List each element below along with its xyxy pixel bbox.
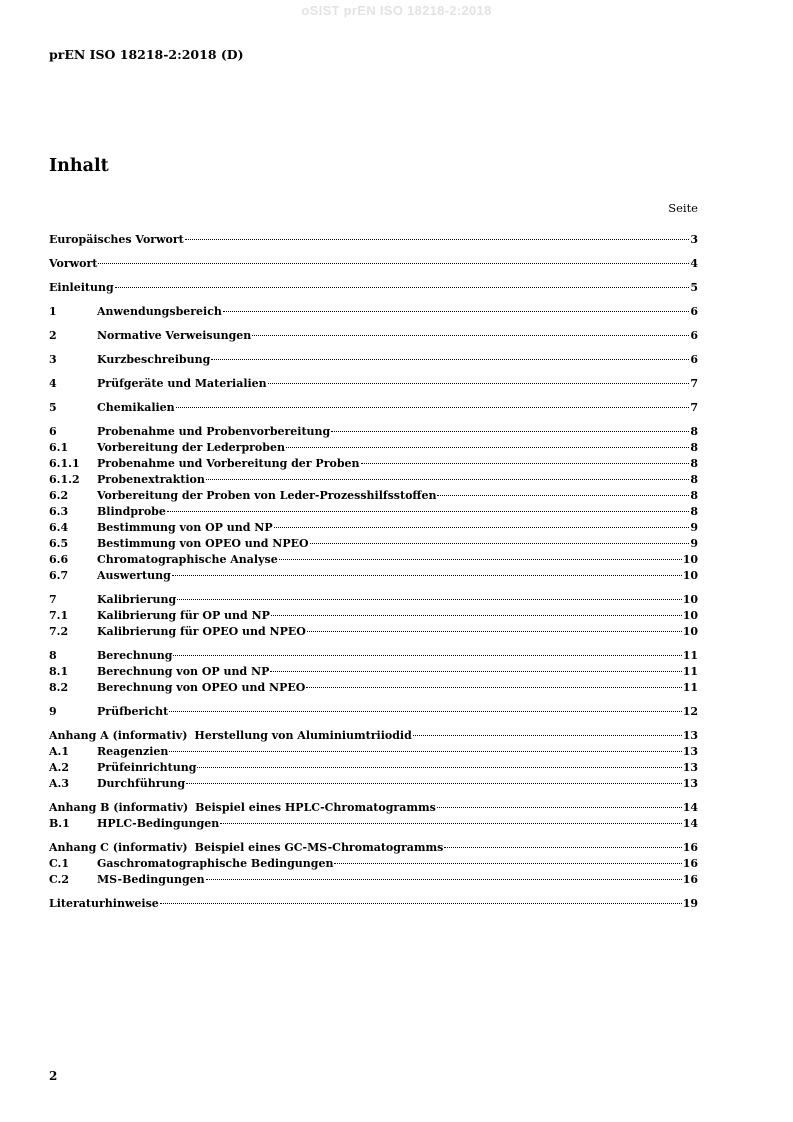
toc-entry[interactable]	[49, 552, 698, 568]
toc-entry-page: 5	[690, 281, 698, 294]
toc-entry-title: Prüfgeräte und Materialien	[97, 377, 267, 390]
toc-entry-number: C.1	[49, 857, 70, 870]
annex-label: Anhang C (informativ)	[49, 841, 188, 854]
annex-label: Anhang B (informativ)	[49, 801, 189, 814]
toc-entry-title: Chromatographische Analyse	[97, 553, 278, 566]
toc-entry-page: 16	[682, 841, 698, 854]
toc-entry[interactable]	[49, 256, 698, 272]
dot-leader	[176, 407, 690, 408]
toc-entry[interactable]	[49, 440, 698, 456]
dot-leader	[252, 335, 689, 336]
toc-entry[interactable]	[49, 232, 698, 248]
toc-entry-page: 10	[682, 609, 698, 622]
toc-entry-number: 6.1.2	[49, 473, 80, 486]
toc-entry-number: 8.1	[49, 665, 69, 678]
toc-entry-page: 13	[682, 777, 698, 790]
dot-leader	[413, 735, 682, 736]
toc-entry[interactable]	[49, 304, 698, 320]
toc-entry[interactable]	[49, 664, 698, 680]
toc-entry-number: 6.6	[49, 553, 69, 566]
dot-leader	[271, 615, 682, 616]
toc-entry-page: 13	[682, 745, 698, 758]
toc-entry[interactable]	[49, 424, 698, 440]
toc-entry-page: 11	[682, 665, 698, 678]
toc-entry[interactable]	[49, 456, 698, 472]
toc-entry[interactable]	[49, 400, 698, 416]
toc-entry-page: 10	[682, 569, 698, 582]
toc-entry-title: Prüfeinrichtung	[97, 761, 197, 774]
toc-entry[interactable]	[49, 608, 698, 624]
toc-entry[interactable]	[49, 744, 698, 760]
dot-leader	[279, 559, 682, 560]
toc-entry[interactable]	[49, 328, 698, 344]
toc-entry-number: 6.1.1	[49, 457, 80, 470]
toc-entry-page: 14	[682, 817, 698, 830]
dot-leader	[98, 263, 689, 264]
toc-entry[interactable]	[49, 472, 698, 488]
toc-entry-page: 8	[690, 441, 698, 454]
toc-entry-title: MS-Bedingungen	[97, 873, 205, 886]
toc-entry[interactable]	[49, 776, 698, 792]
toc-entry-number: 7.2	[49, 625, 69, 638]
toc-entry-number: 6	[49, 425, 57, 438]
dot-leader	[274, 527, 690, 528]
toc-entry-title: Vorwort	[49, 257, 98, 270]
toc-entry-title: Normative Verweisungen	[97, 329, 252, 342]
toc-entry[interactable]	[49, 760, 698, 776]
toc-entry-page: 8	[690, 505, 698, 518]
toc-entry-title: HPLC-Bedingungen	[97, 817, 220, 830]
toc-entry-title: Kalibrierung für OPEO und NPEO	[97, 625, 306, 638]
toc-entry-title: Prüfbericht	[97, 705, 169, 718]
toc-entry-number: 5	[49, 401, 57, 414]
toc-entry-title: Vorbereitung der Proben von Leder-Prozesshilfsstoffen	[97, 489, 437, 502]
dot-leader	[361, 463, 690, 464]
toc-entry-annex[interactable]	[49, 840, 698, 856]
dot-leader	[169, 711, 681, 712]
toc-entry-title: Einleitung	[49, 281, 114, 294]
dot-leader	[167, 511, 689, 512]
toc-entry-page: 6	[690, 329, 698, 342]
toc-entry-title: Probenahme und Probenvorbereitung	[97, 425, 331, 438]
toc-entry-page: 8	[690, 457, 698, 470]
toc-entry[interactable]	[49, 856, 698, 872]
toc-entry-title: Durchführung	[97, 777, 186, 790]
toc-entry-page: 13	[682, 761, 698, 774]
toc-entry-page: 7	[690, 377, 698, 390]
dot-leader	[268, 383, 690, 384]
toc-entry-page: 7	[690, 401, 698, 414]
toc-entry-page: 16	[682, 857, 698, 870]
dot-leader	[444, 847, 681, 848]
toc-entry-title: Europäisches Vorwort	[49, 233, 184, 246]
toc-entry-page: 14	[682, 801, 698, 814]
toc-entry[interactable]	[49, 520, 698, 536]
toc-entry-number: B.1	[49, 817, 70, 830]
toc-entry-title: Auswertung	[97, 569, 171, 582]
toc-entry-title: Kalibrierung für OP und NP	[97, 609, 270, 622]
dot-leader	[270, 671, 681, 672]
toc-entry-number: 3	[49, 353, 57, 366]
annex-label: Anhang A (informativ)	[49, 729, 188, 742]
toc-entry-number: A.3	[49, 777, 70, 790]
toc-entry-title: Bestimmung von OP und NP	[97, 521, 273, 534]
toc-entry-number: 4	[49, 377, 57, 390]
toc-entry[interactable]	[49, 704, 698, 720]
toc-entry-page: 11	[682, 681, 698, 694]
toc-entry-title: Berechnung von OP und NP	[97, 665, 270, 678]
toc-entry-number: C.2	[49, 873, 70, 886]
toc-entry-title: Beispiel eines GC-MS-Chromatogramms	[194, 841, 444, 854]
toc-entry[interactable]	[49, 896, 698, 912]
toc-entry-page: 6	[690, 305, 698, 318]
toc-entry-page: 13	[682, 729, 698, 742]
toc-entry-number: 9	[49, 705, 57, 718]
toc-entry-title: Herstellung von Aluminiumtriiodid	[194, 729, 412, 742]
toc-entry[interactable]	[49, 280, 698, 296]
toc-entry-number: 6.2	[49, 489, 69, 502]
toc-entry[interactable]	[49, 592, 698, 608]
toc-entry-title: Vorbereitung der Lederproben	[97, 441, 285, 454]
toc-entry-number: 8	[49, 649, 57, 662]
table-of-contents	[49, 232, 698, 912]
dot-leader	[197, 767, 681, 768]
toc-entry-number: 8.2	[49, 681, 69, 694]
toc-entry[interactable]	[49, 376, 698, 392]
toc-entry-page: 19	[682, 897, 698, 910]
toc-entry-page: 12	[682, 705, 698, 718]
dot-leader	[172, 575, 682, 576]
dot-leader	[307, 631, 682, 632]
dot-leader	[211, 359, 689, 360]
toc-entry-number: 6.5	[49, 537, 69, 550]
dot-leader	[186, 783, 681, 784]
toc-entry-page: 10	[682, 553, 698, 566]
toc-entry-title: Kurzbeschreibung	[97, 353, 211, 366]
toc-entry-number: 7	[49, 593, 57, 606]
toc-entry-number: A.1	[49, 745, 70, 758]
toc-entry-number: 1	[49, 305, 57, 318]
toc-entry-number: 7.1	[49, 609, 69, 622]
watermark: oSIST prEN ISO 18218-2:2018	[301, 3, 492, 18]
dot-leader	[185, 239, 690, 240]
dot-leader	[169, 751, 681, 752]
toc-entry-number: 2	[49, 329, 57, 342]
toc-entry-title: Reagenzien	[97, 745, 169, 758]
toc-entry-annex[interactable]	[49, 728, 698, 744]
toc-entry-page: 4	[690, 257, 698, 270]
toc-entry-title: Probenextraktion	[97, 473, 205, 486]
toc-entry[interactable]	[49, 648, 698, 664]
toc-entry-title: Bestimmung von OPEO und NPEO	[97, 537, 309, 550]
dot-leader	[177, 599, 681, 600]
toc-entry[interactable]	[49, 488, 698, 504]
dot-leader	[160, 903, 682, 904]
toc-entry-title: Probenahme und Vorbereitung der Proben	[97, 457, 360, 470]
toc-entry-title: Literaturhinweise	[49, 897, 159, 910]
toc-entry-page: 9	[690, 521, 698, 534]
toc-entry-title: Berechnung von OPEO und NPEO	[97, 681, 306, 694]
page-column-label: Seite	[668, 201, 698, 215]
toc-entry-page: 10	[682, 593, 698, 606]
toc-entry-number: A.2	[49, 761, 70, 774]
dot-leader	[206, 479, 689, 480]
toc-entry[interactable]	[49, 872, 698, 888]
dot-leader	[223, 311, 689, 312]
toc-entry-page: 8	[690, 425, 698, 438]
document-id-header: prEN ISO 18218-2:2018 (D)	[49, 47, 244, 62]
toc-entry-title: Chemikalien	[97, 401, 175, 414]
toc-entry-page: 6	[690, 353, 698, 366]
toc-entry[interactable]	[49, 816, 698, 832]
dot-leader	[310, 543, 690, 544]
toc-entry-number: 6.4	[49, 521, 69, 534]
toc-entry-annex[interactable]	[49, 800, 698, 816]
toc-entry[interactable]	[49, 352, 698, 368]
dot-leader	[437, 495, 689, 496]
toc-entry-page: 16	[682, 873, 698, 886]
toc-entry-title: Berechnung	[97, 649, 173, 662]
toc-entry-title: Beispiel eines HPLC-Chromatogramms	[195, 801, 436, 814]
toc-entry-title: Kalibrierung	[97, 593, 177, 606]
dot-leader	[173, 655, 681, 656]
dot-leader	[286, 447, 689, 448]
toc-entry-page: 8	[690, 473, 698, 486]
toc-entry[interactable]	[49, 680, 698, 696]
toc-entry-page: 11	[682, 649, 698, 662]
toc-entry[interactable]	[49, 504, 698, 520]
toc-entry-page: 3	[690, 233, 698, 246]
toc-entry-number: 6.3	[49, 505, 69, 518]
dot-leader	[437, 807, 682, 808]
toc-entry-title: Blindprobe	[97, 505, 166, 518]
toc-heading: Inhalt	[49, 156, 109, 176]
dot-leader	[331, 431, 689, 432]
toc-entry-page: 9	[690, 537, 698, 550]
dot-leader	[306, 687, 681, 688]
toc-entry-page: 8	[690, 489, 698, 502]
toc-entry-title: Anwendungsbereich	[97, 305, 222, 318]
toc-entry-number: 6.7	[49, 569, 69, 582]
toc-entry[interactable]	[49, 536, 698, 552]
toc-entry[interactable]	[49, 568, 698, 584]
dot-leader	[334, 863, 681, 864]
toc-entry[interactable]	[49, 624, 698, 640]
dot-leader	[115, 287, 690, 288]
toc-entry-title: Gaschromatographische Bedingungen	[97, 857, 334, 870]
page-number: 2	[49, 1069, 58, 1083]
dot-leader	[206, 879, 682, 880]
toc-entry-page: 10	[682, 625, 698, 638]
dot-leader	[220, 823, 681, 824]
toc-entry-number: 6.1	[49, 441, 69, 454]
